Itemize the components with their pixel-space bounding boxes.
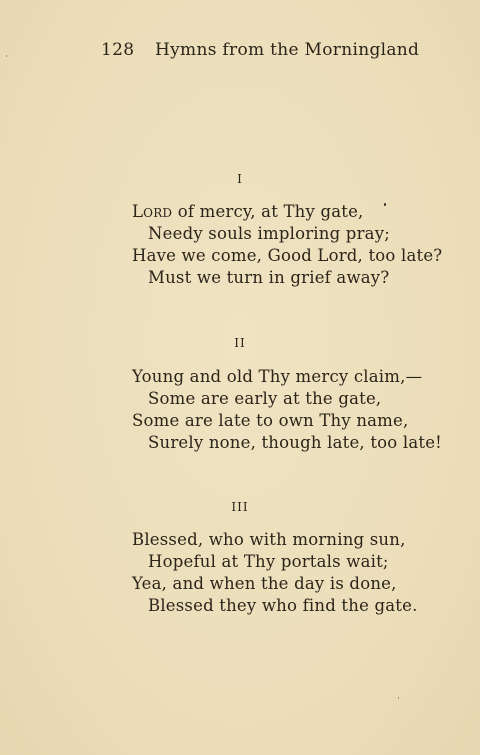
verse-line: Some are early at the gate, [148,389,382,408]
verse-line: Blessed, who with morning sun, [132,530,406,549]
verse-line: Blessed they who find the gate. [148,596,418,615]
verse-line: Young and old Thy mercy claim,— [132,367,423,386]
stanza-2 [132,366,452,454]
page-number: 128 [101,40,135,60]
verse-line: Some are late to own Thy name, [132,411,409,430]
verse-line: Needy souls imploring pray; [148,224,390,243]
verse-line: Have we come, Good Lord, too late? [132,246,443,265]
first-word-smallcaps: Lord [132,202,173,221]
stanza-numeral-1: I [237,172,243,186]
verse-line: Must we turn in grief away? [148,268,390,287]
paper-speck [384,203,386,206]
stanza-1 [132,201,452,289]
stanza-numeral-3: III [231,500,249,514]
verse-line: Surely none, though late, too late! [148,433,443,452]
running-title: Hymns from the Morningland [155,40,420,60]
page-header [0,40,480,64]
stanza-3 [132,529,452,617]
verse-line-text: of mercy, at Thy gate, [172,202,364,221]
stanza-numeral-2: II [234,336,246,350]
verse-line: Yea, and when the day is done, [132,574,397,593]
verse-line [132,201,452,223]
paper-speck [398,697,399,699]
paper-speck [6,55,7,57]
verse-line: Hopeful at Thy portals wait; [148,552,389,571]
